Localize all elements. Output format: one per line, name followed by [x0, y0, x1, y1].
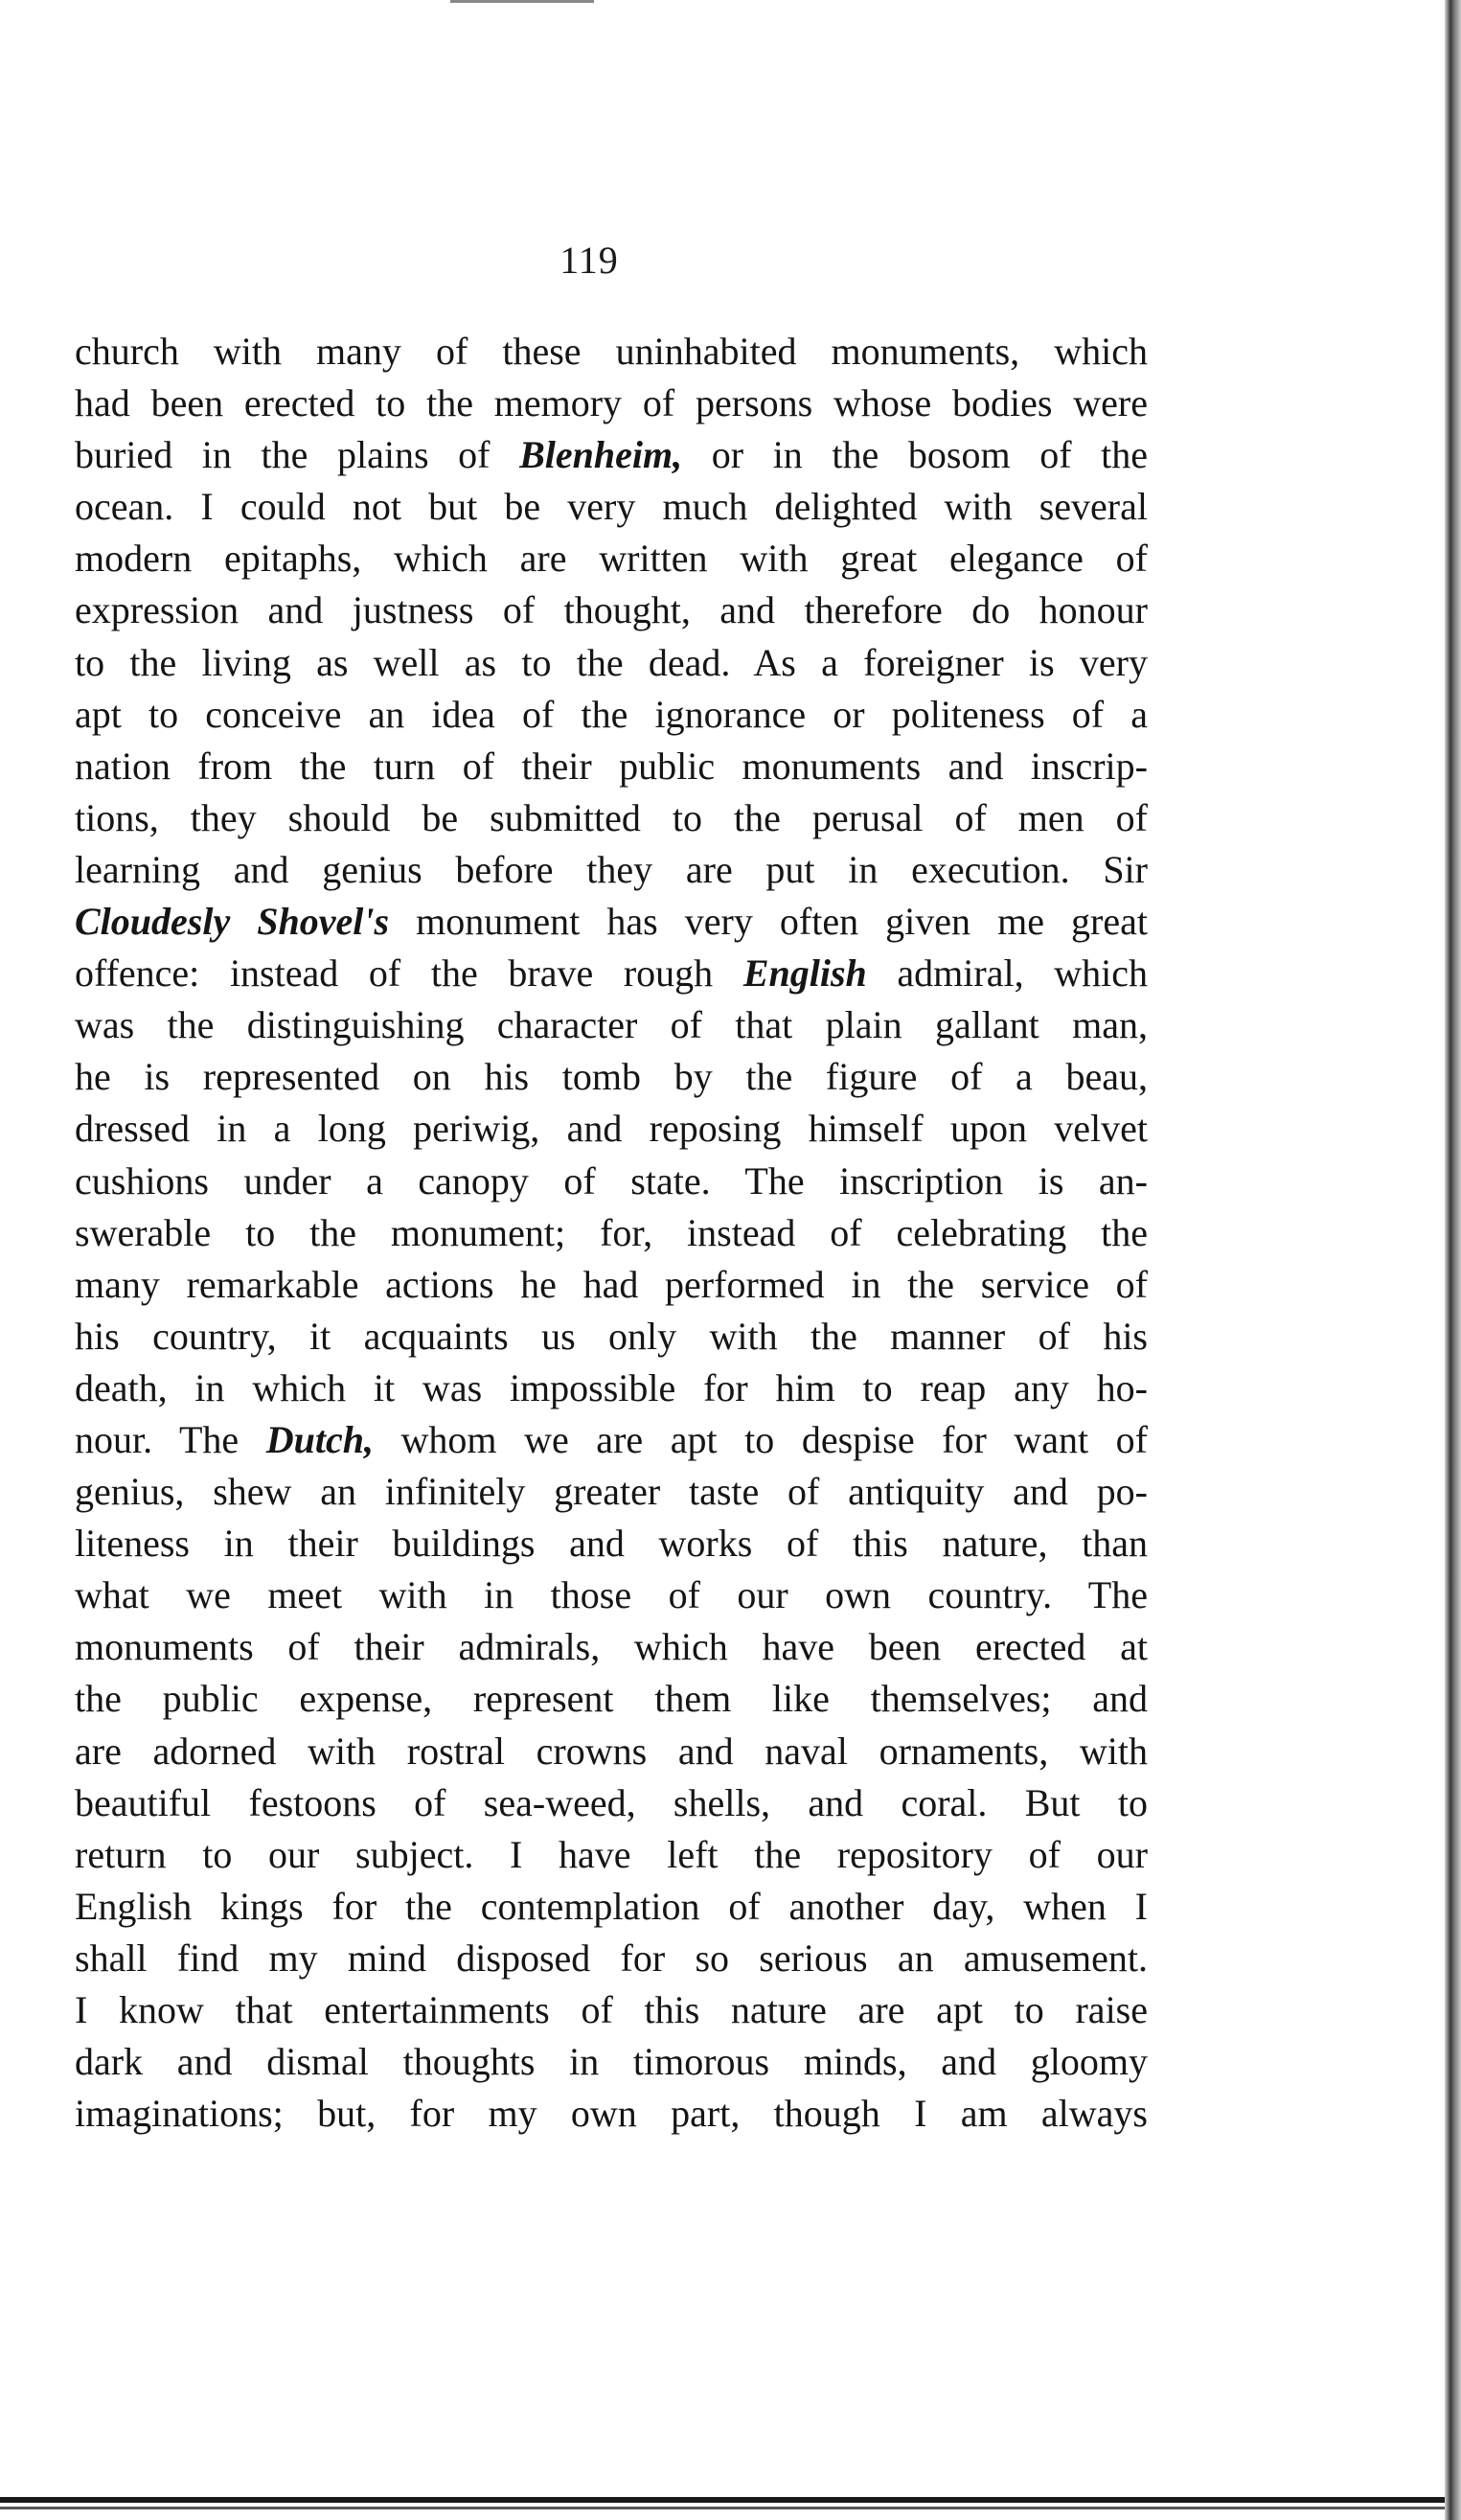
text-line [75, 844, 1148, 896]
italic-segment: Dutch, [265, 1417, 374, 1461]
text-segment: was the distinguishing character of that plain gallant man, [75, 1003, 1148, 1047]
text-line [75, 1363, 1148, 1414]
text-segment: monument has very often given me great [389, 900, 1148, 944]
text-line [75, 1103, 1148, 1155]
text-line [75, 1673, 1148, 1725]
text-segment: nation from the turn of their public monuments and inscrip- [75, 744, 1148, 788]
text-line [75, 1829, 1148, 1881]
text-segment: I know that entertainments of this nature are apt to raise [75, 1988, 1148, 2031]
text-segment: the public expense, represent them like themselves; and [75, 1677, 1148, 1721]
text-segment: dressed in a long periwig, and reposing himself upon velvet [75, 1107, 1148, 1151]
text-line [75, 1051, 1148, 1103]
right-binding-edge [1445, 0, 1461, 2520]
text-segment: what we meet with in those of our own country. The [75, 1573, 1148, 1617]
text-segment: apt to conceive an idea of the ignorance or politeness of a [75, 692, 1148, 736]
text-line [75, 1569, 1148, 1621]
text-line [75, 584, 1148, 636]
text-line [75, 1207, 1148, 1259]
text-segment: are adorned with rostral crowns and naval ornaments, with [75, 1729, 1148, 1773]
text-segment: modern epitaphs, which are written with great elegance of [75, 537, 1148, 581]
text-line [75, 1466, 1148, 1518]
italic-segment: English [742, 951, 867, 996]
text-segment: death, in which it was impossible for him to reap any ho- [75, 1365, 1148, 1409]
text-line [75, 948, 1148, 999]
text-segment: cushions under a canopy of state. The inscription is an- [75, 1158, 1148, 1203]
text-segment: buried in the plains of [75, 433, 520, 477]
text-segment: ocean. I could not but be very much delighted with several [75, 485, 1148, 529]
bottom-page-edge-shadow [0, 2507, 1447, 2509]
text-line [75, 1881, 1148, 1933]
text-segment: offence: instead of the brave rough [75, 951, 743, 996]
text-segment: dark and dismal thoughts in timorous minds, and gloomy [75, 2040, 1148, 2084]
text-segment: English kings for the contemplation of another day, when I [75, 1884, 1148, 1928]
text-segment: he is represented on his tomb by the figure of a beau, [75, 1055, 1148, 1099]
text-line [75, 1933, 1148, 1984]
text-line [75, 999, 1148, 1051]
page-number: 119 [559, 239, 619, 282]
text-segment: imaginations; but, for my own part, though I am always [75, 2092, 1148, 2136]
text-segment: admiral, which [866, 951, 1148, 996]
text-segment: church with many of these uninhabited monuments, which [75, 330, 1148, 373]
text-line [75, 792, 1148, 844]
text-line [75, 2088, 1148, 2140]
text-line [75, 1311, 1148, 1363]
top-edge-mark [450, 0, 594, 3]
text-segment: his country, it acquaints us only with the manner of his [75, 1314, 1148, 1358]
text-line [75, 1984, 1148, 2036]
text-line [75, 1518, 1148, 1569]
text-line [75, 1259, 1148, 1311]
italic-segment: Cloudesly Shovel's [75, 900, 390, 944]
text-segment: liteness in their buildings and works of this nature, than [75, 1522, 1148, 1566]
text-line [75, 1726, 1148, 1777]
bottom-page-edge [0, 2497, 1447, 2503]
text-segment: swerable to the monument; for, instead of celebrating the [75, 1210, 1148, 1254]
text-line [75, 1414, 1148, 1466]
text-segment: monuments of their admirals, which have been erected at [75, 1625, 1148, 1669]
text-segment: whom we are apt to despise for want of [373, 1417, 1148, 1461]
text-segment: genius, shew an infinitely greater taste of antiquity and po- [75, 1470, 1148, 1514]
text-segment: many remarkable actions he had performed in the service of [75, 1262, 1148, 1306]
text-line [75, 326, 1148, 378]
text-line [75, 1777, 1148, 1829]
text-segment: shall find my mind disposed for so serious an amusement. [75, 1936, 1148, 1980]
text-line [75, 1156, 1148, 1207]
text-line [75, 481, 1148, 533]
text-line [75, 896, 1148, 948]
body-text [75, 326, 1148, 2140]
italic-segment: Blenheim, [519, 433, 683, 477]
text-segment: learning and genius before they are put in execution. Sir [75, 847, 1148, 891]
text-segment: nour. The [75, 1417, 266, 1461]
text-line [75, 637, 1148, 689]
text-segment: to the living as well as to the dead. As a foreigner is very [75, 640, 1148, 684]
text-segment: tions, they should be submitted to the perusal of men of [75, 795, 1148, 839]
text-segment: beautiful festoons of sea-weed, shells, and coral. But to [75, 1780, 1148, 1824]
text-segment: expression and justness of thought, and therefore do honour [75, 588, 1148, 632]
text-line [75, 2036, 1148, 2088]
text-segment: had been erected to the memory of persons whose bodies were [75, 381, 1148, 425]
text-line [75, 429, 1148, 481]
text-line [75, 1621, 1148, 1673]
text-segment: or in the bosom of the [682, 433, 1148, 477]
text-line [75, 689, 1148, 741]
text-line [75, 378, 1148, 429]
text-line [75, 741, 1148, 792]
text-segment: return to our subject. I have left the repository of our [75, 1832, 1148, 1876]
text-line [75, 533, 1148, 584]
